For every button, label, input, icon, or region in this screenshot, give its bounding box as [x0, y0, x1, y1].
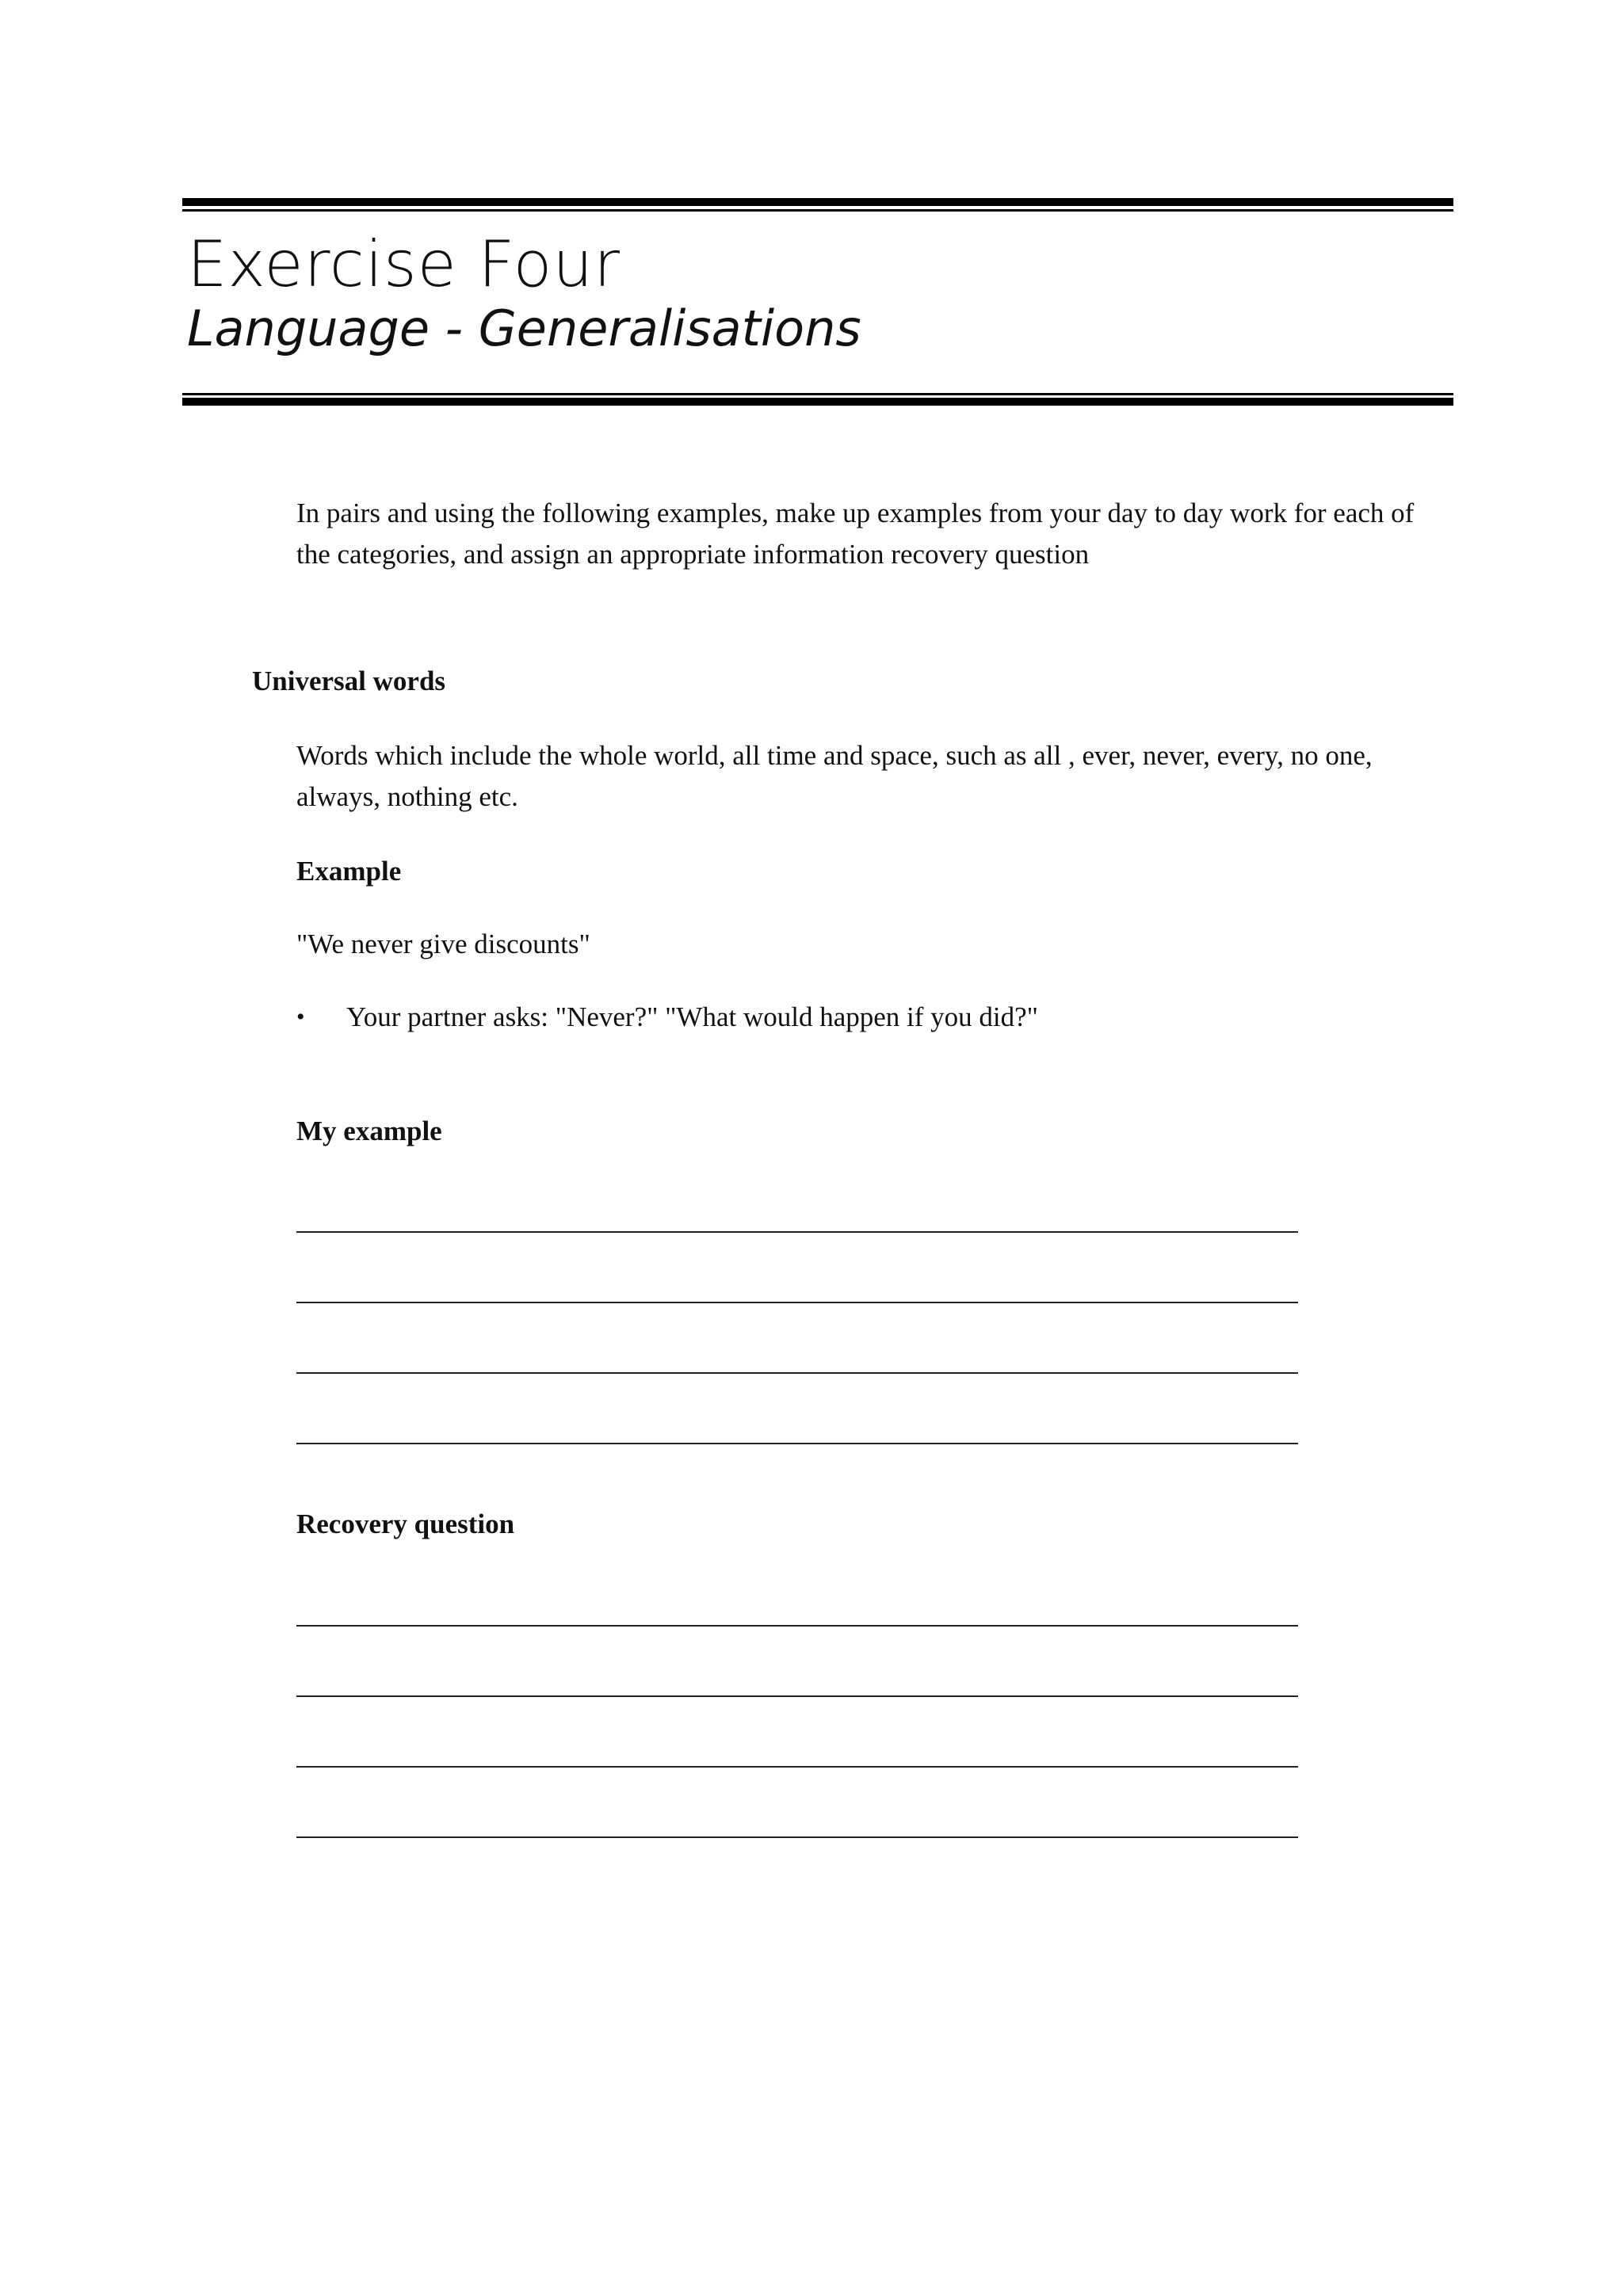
header-rule-bottom-thick: [182, 398, 1453, 406]
my-example-line-3[interactable]: [296, 1372, 1298, 1374]
my-example-line-4[interactable]: [296, 1443, 1298, 1444]
page-title: Exercise Four: [187, 227, 621, 301]
section-heading: Universal words: [252, 666, 446, 696]
intro-paragraph: In pairs and using the following examples, make up examples from your day to day work for each of the categories, and assign an appropriate information recovery question: [296, 498, 1415, 570]
example-quote: "We never give discounts": [296, 929, 590, 959]
my-example-line-1[interactable]: [296, 1231, 1298, 1233]
recovery-line-3[interactable]: [296, 1766, 1298, 1768]
header-rule-top-thick: [182, 198, 1453, 206]
my-example-line-2[interactable]: [296, 1302, 1298, 1303]
partner-question: Your partner asks: "Never?" "What would happen if you did?": [346, 1001, 1038, 1032]
section-description: Words which include the whole world, all time and space, such as all , ever, never, every, no one, always, nothing etc.: [296, 740, 1373, 812]
my-example-label: My example: [296, 1116, 442, 1146]
example-label: Example: [296, 856, 402, 887]
header-rule-top-thin: [182, 209, 1453, 212]
recovery-line-4[interactable]: [296, 1836, 1298, 1838]
recovery-line-2[interactable]: [296, 1695, 1298, 1697]
bullet-icon: •: [296, 1004, 305, 1030]
page-subtitle: Language - Generalisations: [187, 299, 861, 357]
recovery-question-label: Recovery question: [296, 1508, 515, 1539]
header-rule-bottom-thin: [182, 393, 1453, 395]
recovery-line-1[interactable]: [296, 1625, 1298, 1627]
